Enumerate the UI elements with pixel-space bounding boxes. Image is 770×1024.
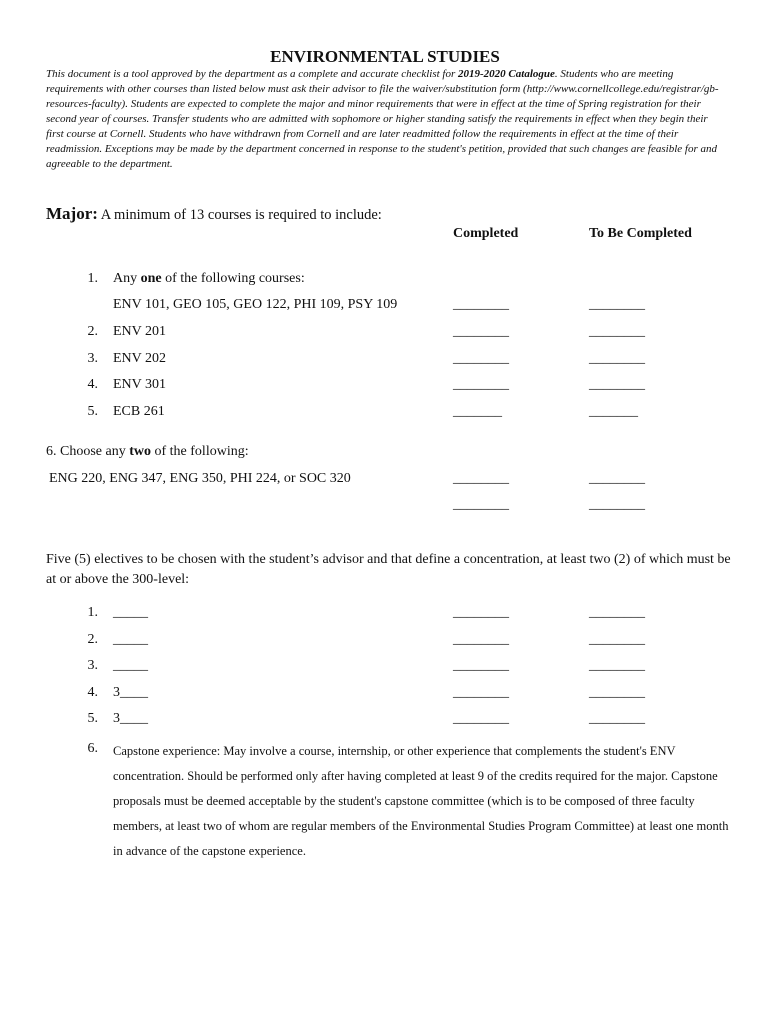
core-course: ENV 202 [113,351,167,366]
column-header-completed: Completed [453,226,519,241]
to-be-completed-blank[interactable]: ________ [589,471,645,486]
completed-blank[interactable]: ________ [453,471,509,486]
major-heading [46,204,382,224]
to-be-completed-blank[interactable]: ________ [589,685,645,700]
core-course: ENV 301 [113,377,167,392]
capstone-text: Capstone experience: May involve a course, internship, or other experience that complements the student's ENV concentration. Should be performed only after having completed at least 9 of the credits required for the major. Capstone proposals must be deemed acceptable by the student's capstone committee (which is to be composed of three faculty members, at least two of whom are regular members of the Environmental Studies Program Committee) at least one month in advance of the capstone experience. [113,744,729,858]
choose-two-courses: ENG 220, ENG 347, ENG 350, PHI 224, or SOC 320 [49,471,351,486]
choose-two-heading [46,444,249,460]
elective-blank[interactable]: 3____ [113,711,148,726]
item-number: 4. [87,685,98,700]
item-number: 5. [87,711,98,726]
item-number: 6. [87,741,98,756]
to-be-completed-blank[interactable]: ________ [589,377,645,392]
elective-blank[interactable]: _____ [113,605,148,620]
major-label: Major: [46,204,98,223]
to-be-completed-blank[interactable]: _______ [589,404,638,419]
completed-blank[interactable]: ________ [453,297,509,312]
item-number: 3. [87,658,98,673]
to-be-completed-blank[interactable]: ________ [589,632,645,647]
item-number: 2. [87,324,98,339]
elective-blank[interactable]: _____ [113,632,148,647]
column-header-to-be-completed: To Be Completed [589,226,692,241]
intro-post: . Students who are meeting requirements with other courses than listed below must ask their advisor to file the waiver/substitution form (http://www.cornellcollege.edu/registrar/gb-resources-faculty). Students are expected to complete the major and minor requirements that were in effect at the time of Spring registration for their second year of courses. Transfer students who are admitted with sophomore or higher standing satisfy the requirements in effect when they begin their first course at Cornell. Students who have withdrawn from Cornell and are later readmitted follow the requirements in effect at the time of their readmission. Exceptions may be made by the department concerned in response to the student's petition, provided that such changes are feasible for and agreeable to the department. [46,68,719,170]
item-number: 3. [87,351,98,366]
completed-blank[interactable]: ________ [453,632,509,647]
item-number: 4. [87,377,98,392]
major-text: A minimum of 13 courses is required to include: [97,207,382,223]
item-number: 1. [87,271,98,286]
to-be-completed-blank[interactable]: ________ [589,711,645,726]
completed-blank[interactable]: ________ [453,324,509,339]
completed-blank[interactable]: ________ [453,685,509,700]
intro-catalogue: 2019-2020 Catalogue [458,68,555,80]
to-be-completed-blank[interactable]: ________ [589,324,645,339]
elective-blank[interactable]: _____ [113,658,148,673]
electives-intro: Five (5) electives to be chosen with the student’s advisor and that define a concentration, at least two (2) of which must be at or above the 300-level: [46,552,731,587]
completed-blank[interactable]: ________ [453,711,509,726]
to-be-completed-blank[interactable]: ________ [589,658,645,673]
choose-two-pre: 6. Choose any [46,444,130,459]
core-item-1-heading [113,271,305,287]
intro-paragraph [46,67,726,172]
completed-blank[interactable]: ________ [453,377,509,392]
to-be-completed-blank[interactable]: ________ [589,605,645,620]
choose-two-bold: two [129,444,151,459]
completed-blank[interactable]: _______ [453,404,502,419]
completed-blank[interactable]: ________ [453,497,509,512]
core-course: ECB 261 [113,404,165,419]
core-item-1-post: of the following courses: [161,271,305,286]
item-number: 2. [87,632,98,647]
completed-blank[interactable]: ________ [453,605,509,620]
core-item-1-courses: ENV 101, GEO 105, GEO 122, PHI 109, PSY 109 [113,297,398,312]
completed-blank[interactable]: ________ [453,351,509,366]
completed-blank[interactable]: ________ [453,658,509,673]
choose-two-post: of the following: [151,444,249,459]
core-course: ENV 201 [113,324,167,339]
document-title: ENVIRONMENTAL STUDIES [270,47,500,66]
elective-blank[interactable]: 3____ [113,685,148,700]
to-be-completed-blank[interactable]: ________ [589,297,645,312]
to-be-completed-blank[interactable]: ________ [589,351,645,366]
intro-pre: This document is a tool approved by the department as a complete and accurate checklist for [46,68,459,80]
core-item-1-bold: one [140,271,162,286]
core-item-1-pre: Any [113,271,141,286]
item-number: 1. [87,605,98,620]
item-number: 5. [87,404,98,419]
to-be-completed-blank[interactable]: ________ [589,497,645,512]
